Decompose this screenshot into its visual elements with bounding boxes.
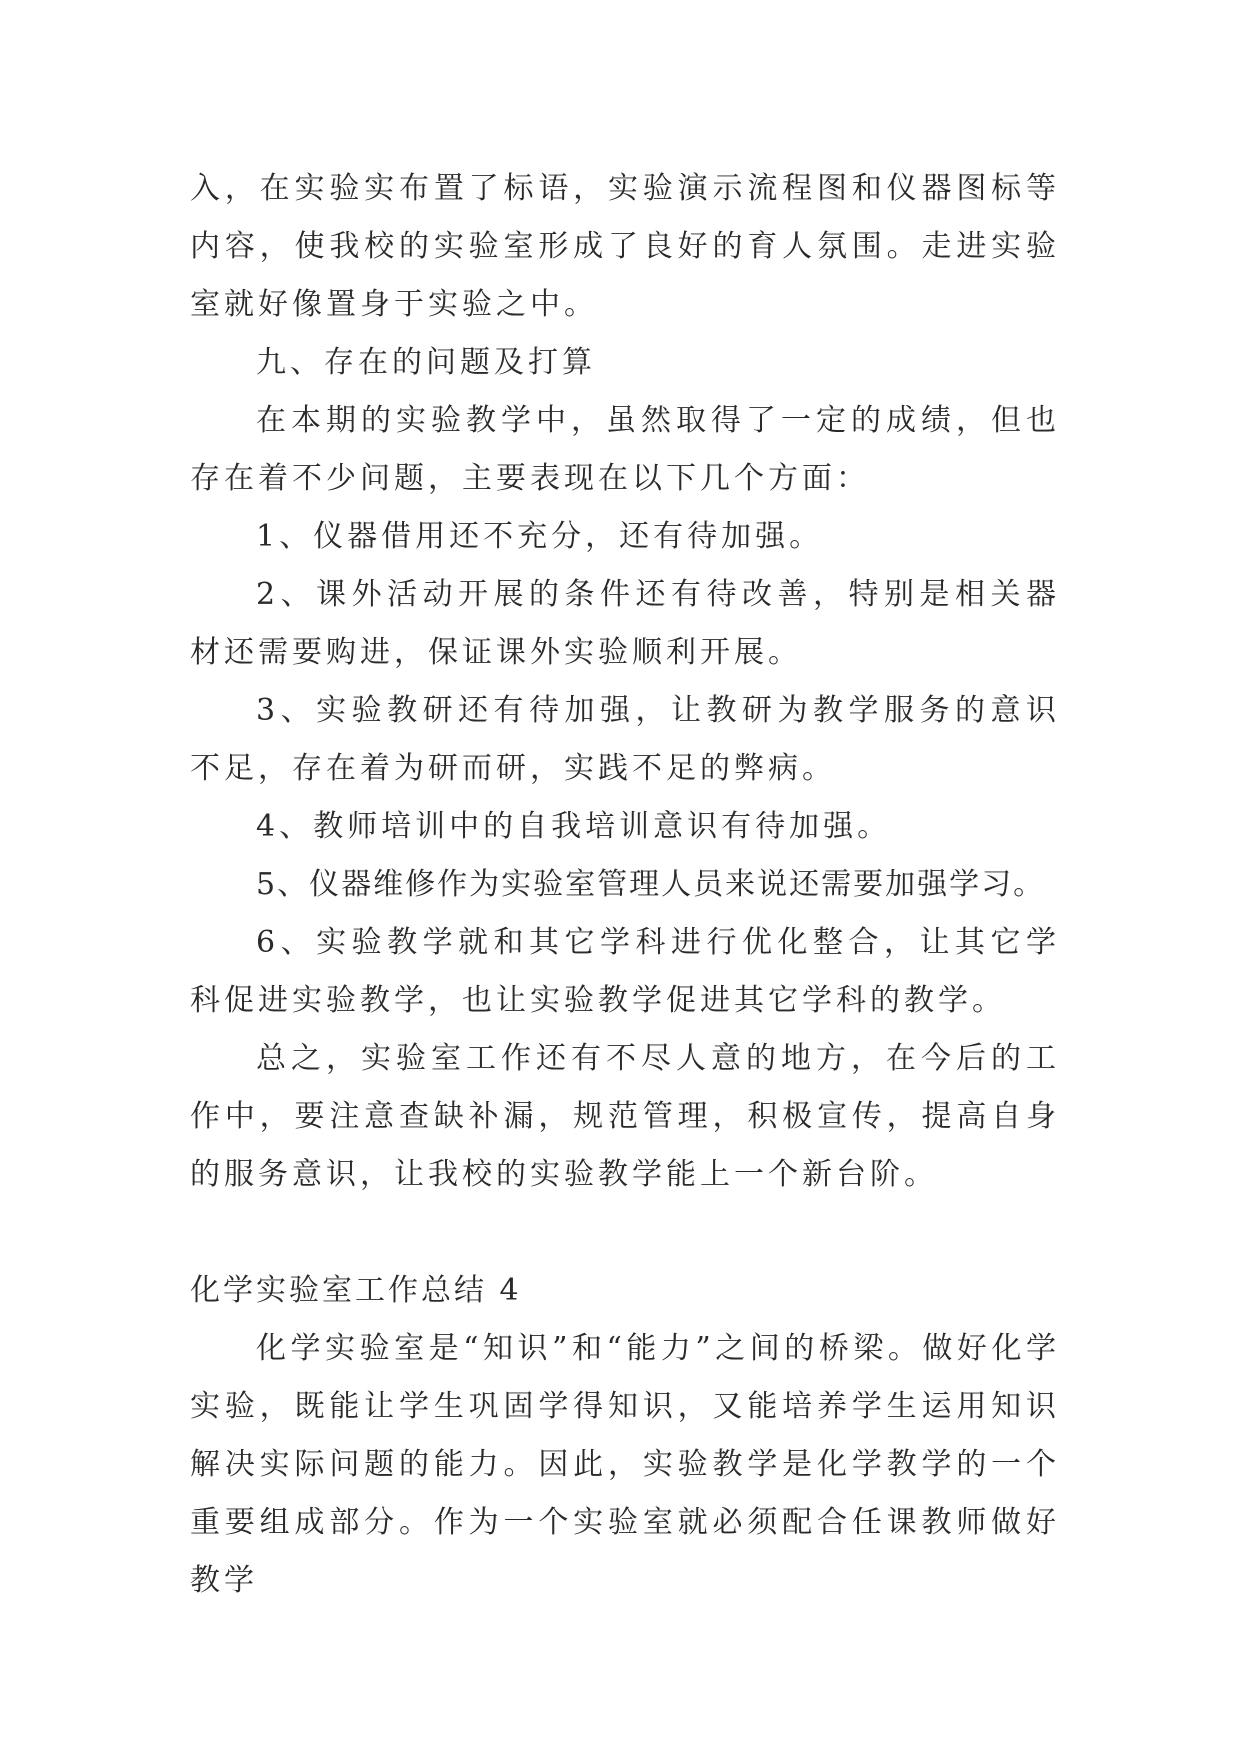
paragraph-problems-intro: 在本期的实验教学中，虽然取得了一定的成绩，但也存在着不少问题，主要表现在以下几个方面： [190, 403, 1060, 496]
list-item-6: 6、实验教学就和其它学科进行优化整合，让其它学科促进实验教学，也让实验教学促进其它学科的教学。 [190, 925, 1060, 1018]
list-item-3: 3、实验教研还有待加强，让教研为教学服务的意识不足，存在着为研而研，实践不足的弊病。 [190, 693, 1060, 786]
paragraph-section-intro: 化学实验室是“知识”和“能力”之间的桥梁。做好化学实验，既能让学生巩固学得知识，又能培养学生运用知识解决实际问题的能力。因此，实验教学是化学教学的一个重要组成部分。作为一个实验室就必须配合任课教师做好教学 [190, 1331, 1060, 1598]
list-item-4: 4、教师培训中的自我培训意识有待加强。 [256, 809, 892, 844]
list-item-2: 2、课外活动开展的条件还有待改善，特别是相关器材还需要购进，保证课外实验顺利开展。 [190, 577, 1060, 670]
section-nine-title: 九、存在的问题及打算 [256, 345, 596, 380]
paragraph-conclusion: 总之，实验室工作还有不尽人意的地方，在今后的工作中，要注意查缺补漏，规范管理，积极宣传，提高自身的服务意识，让我校的实验教学能上一个新台阶。 [190, 1041, 1060, 1192]
list-item-1: 1、仪器借用还不充分，还有待加强。 [256, 519, 824, 554]
section-heading: 化学实验室工作总结 4 [190, 1273, 522, 1308]
document-body [190, 160, 1060, 1610]
paragraph-continuation: 入，在实验实布置了标语，实验演示流程图和仪器图标等内容，使我校的实验室形成了良好的育人氛围。走进实验室就好像置身于实验之中。 [190, 171, 1060, 322]
list-item-5: 5、仪器维修作为实验室管理人员来说还需要加强学习。 [256, 867, 1046, 902]
